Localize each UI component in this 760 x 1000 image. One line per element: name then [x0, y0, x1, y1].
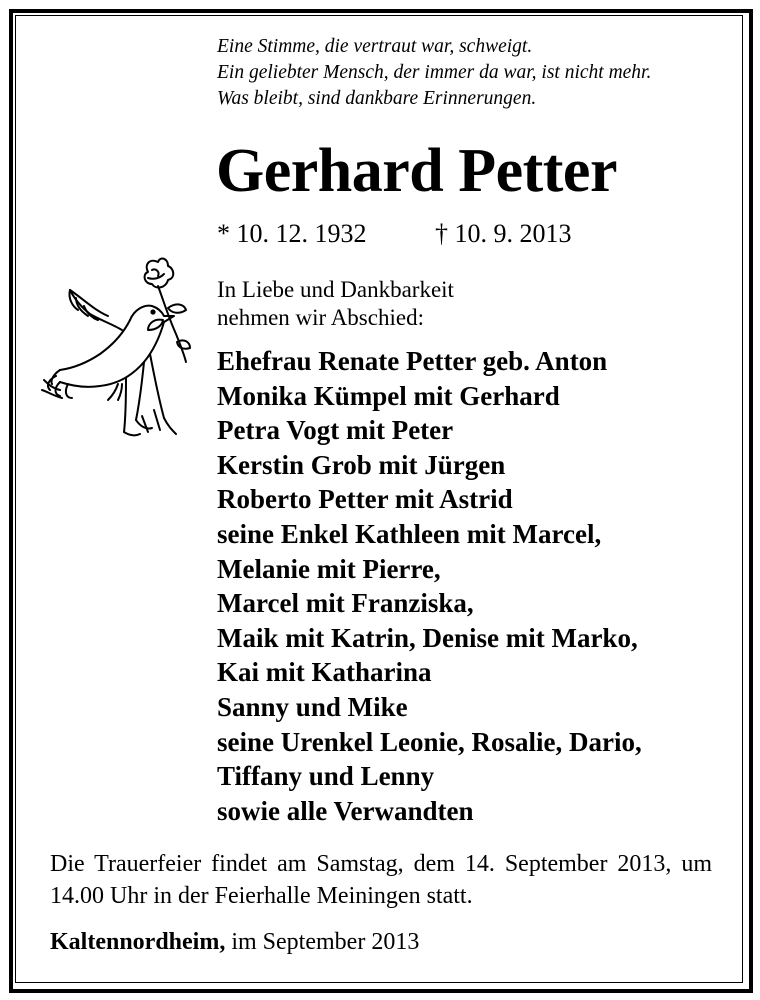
farewell-intro — [217, 276, 454, 332]
mourner-line: Sanny und Mike — [217, 691, 408, 722]
verse-line: Eine Stimme, die vertraut war, schweigt. — [217, 36, 533, 57]
mourner-line: Kerstin Grob mit Jürgen — [217, 449, 506, 480]
mourner-line: sowie alle Verwandten — [217, 795, 474, 826]
mourner-line: Melanie mit Pierre, — [217, 553, 441, 584]
mourner-line: Maik mit Katrin, Denise mit Marko, — [217, 622, 638, 653]
mourner-line: Roberto Petter mit Astrid — [217, 484, 513, 515]
mourner-line: Kai mit Katharina — [217, 657, 432, 688]
mourner-line: Marcel mit Franziska, — [217, 588, 474, 619]
deceased-name: Gerhard Petter — [216, 137, 617, 205]
mourners-list — [217, 344, 642, 828]
dove-with-rose-icon — [30, 250, 200, 450]
memorial-verse — [217, 34, 651, 112]
signoff-date: im September 2013 — [225, 929, 420, 955]
verse-line: Was bleibt, sind dankbare Erinnerungen. — [217, 88, 537, 109]
mourner-line: seine Urenkel Leonie, Rosalie, Dario, — [217, 726, 642, 757]
intro-line: nehmen wir Abschied: — [217, 305, 424, 330]
intro-line: In Liebe und Dankbarkeit — [217, 277, 454, 302]
verse-line: Ein geliebter Mensch, der immer da war, ist nicht mehr. — [217, 62, 652, 83]
signoff — [50, 926, 419, 958]
mourner-line: seine Enkel Kathleen mit Marcel, — [217, 518, 602, 549]
life-dates — [217, 218, 572, 250]
mourner-line: Tiffany und Lenny — [217, 761, 435, 792]
birth-date: * 10. 12. 1932 — [217, 219, 367, 248]
mourner-line: Ehefrau Renate Petter geb. Anton — [217, 346, 608, 376]
mourner-line: Petra Vogt mit Peter — [217, 415, 454, 446]
mourner-line: Monika Kümpel mit Gerhard — [217, 380, 560, 411]
signoff-place: Kaltennordheim, — [50, 929, 226, 955]
funeral-notice: Die Trauerfeier findet am Samstag, dem 14. September 2013, um 14.00 Uhr in der Feierhalle Meiningen statt. — [50, 851, 712, 909]
death-date: † 10. 9. 2013 — [435, 219, 572, 248]
